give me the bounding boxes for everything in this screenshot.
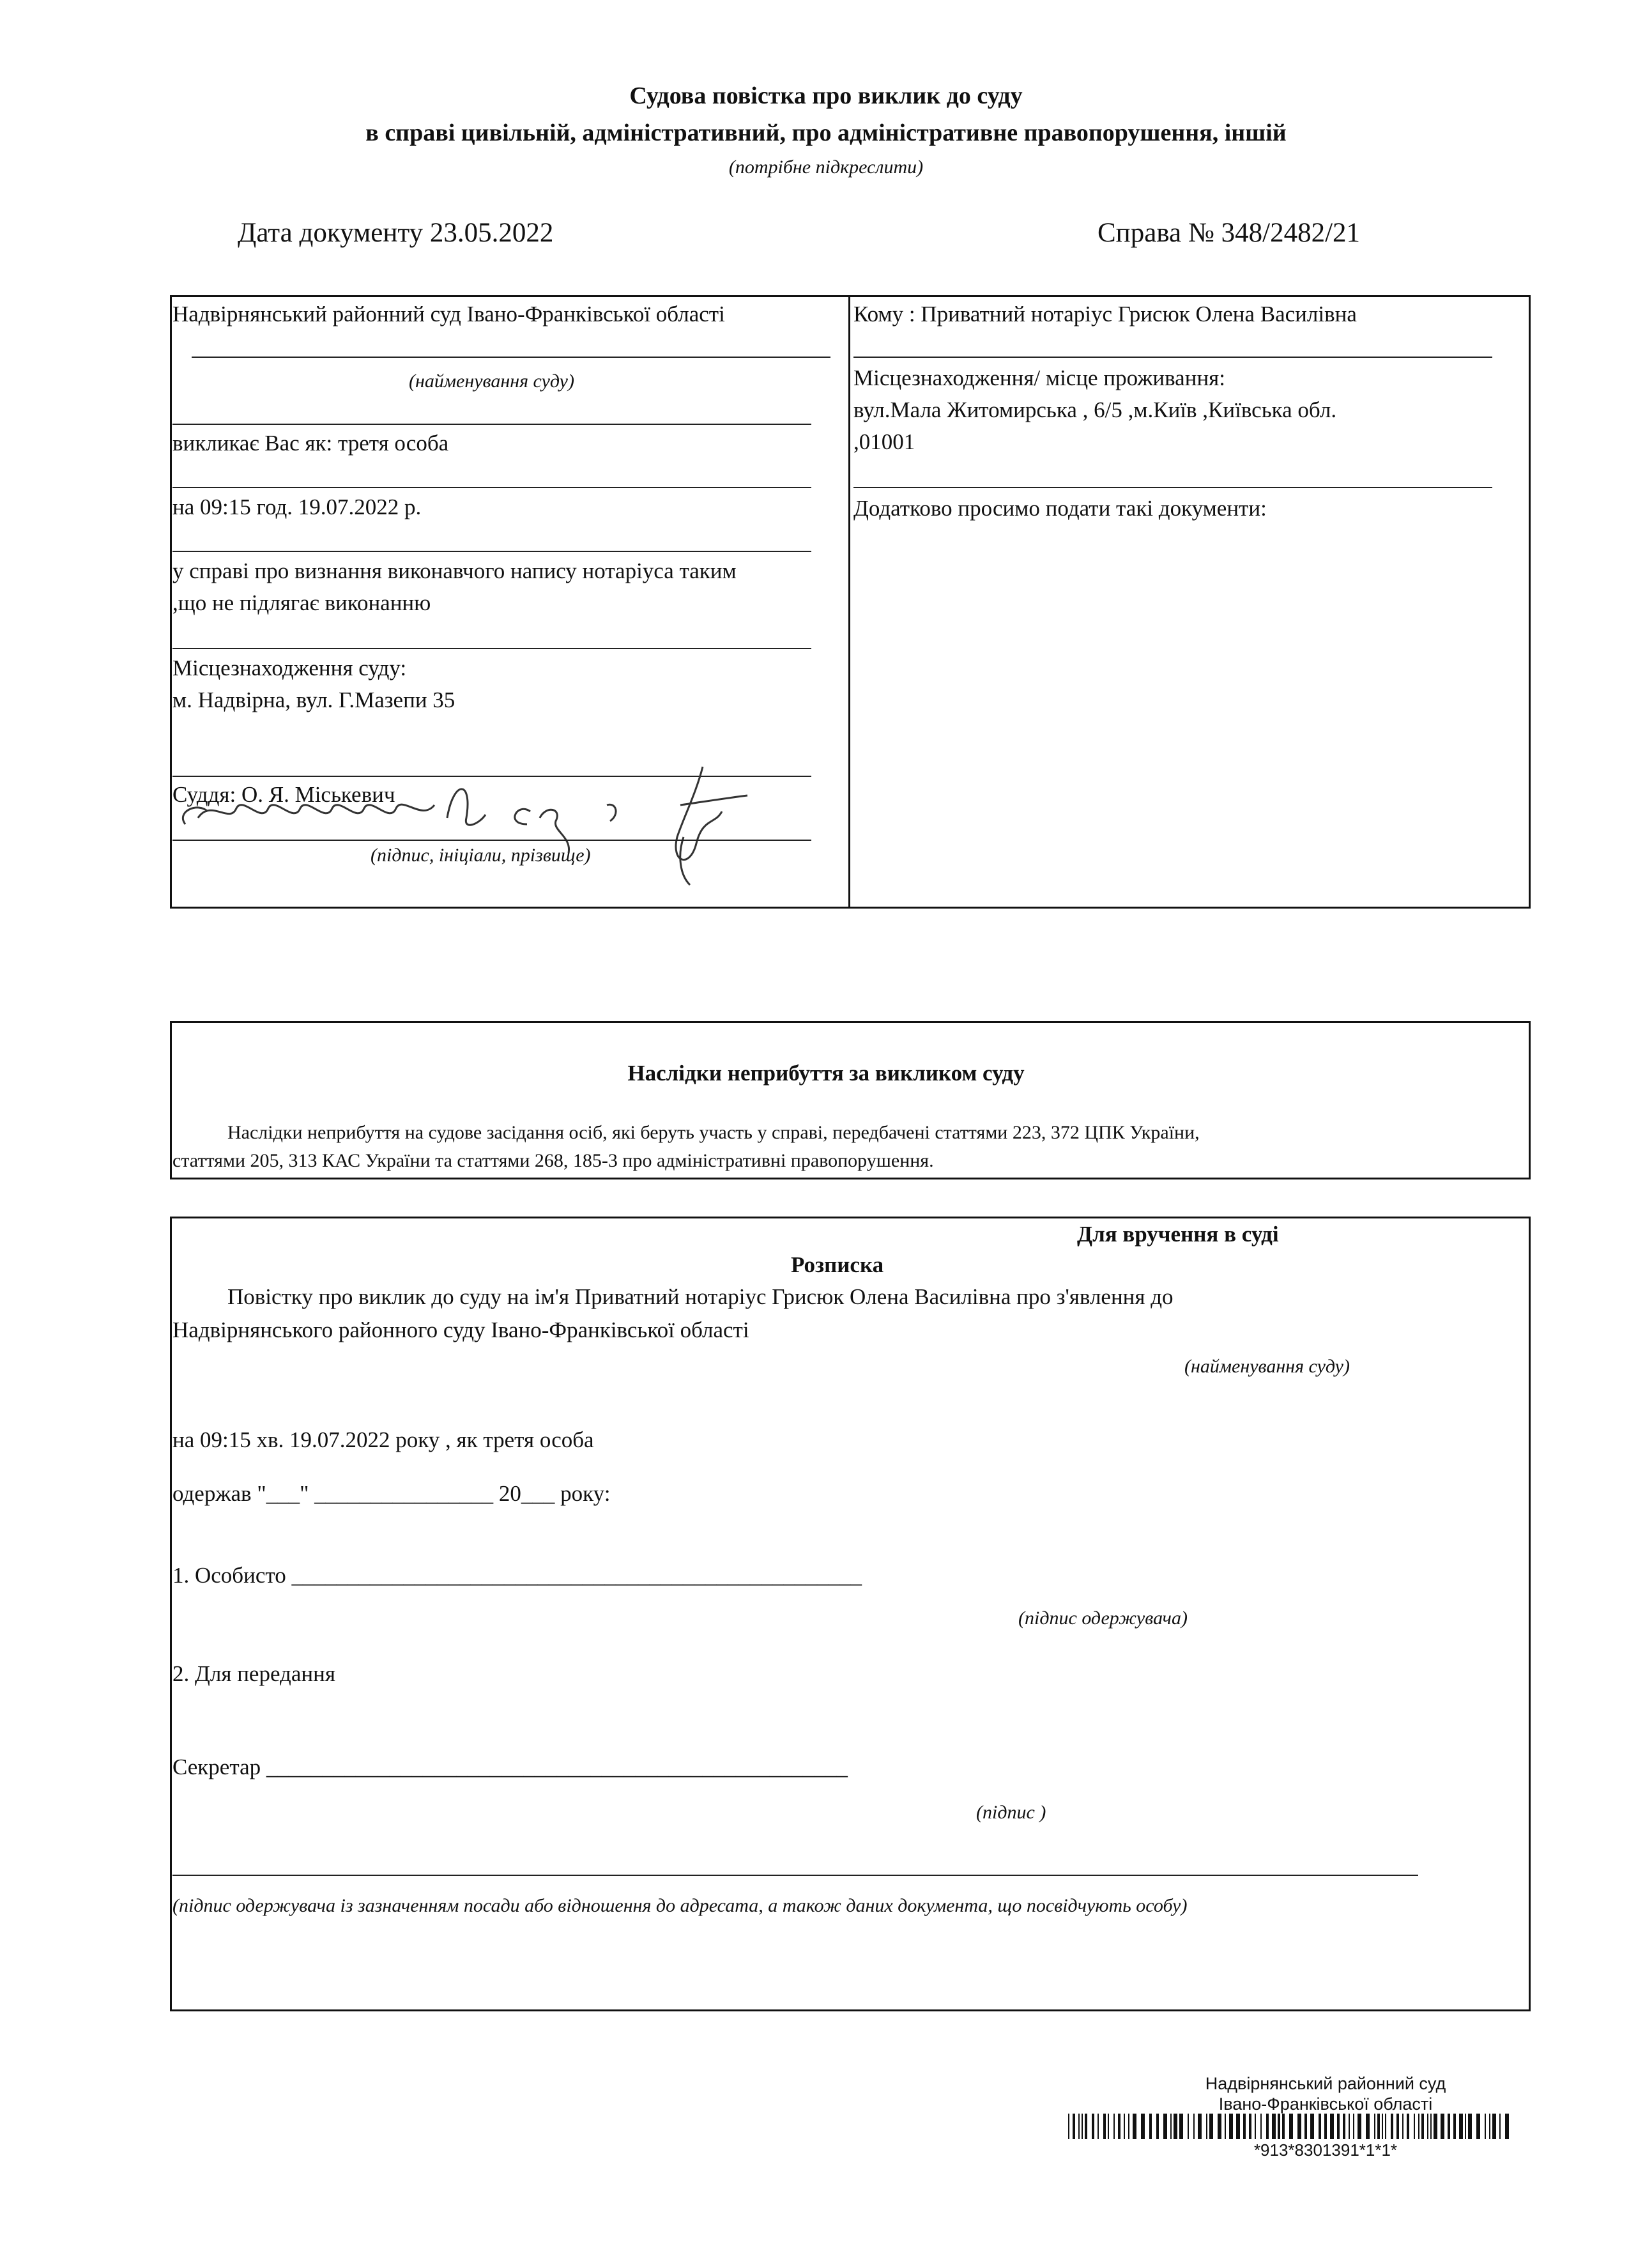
barcode-bar bbox=[1391, 2114, 1393, 2139]
for-court-delivery: Для вручення в суді bbox=[1077, 1222, 1279, 1247]
barcode-bar bbox=[1385, 2114, 1386, 2139]
barcode-bar bbox=[1402, 2114, 1403, 2139]
page-subtitle: в справі цивільній, адміністративний, про адміністративне правопорушення, іншій bbox=[365, 119, 1287, 146]
barcode-bar bbox=[1068, 2114, 1069, 2139]
barcode-bar bbox=[1377, 2114, 1380, 2139]
barcode-bar bbox=[1236, 2114, 1240, 2139]
court-location-label: Місцезнаходження суду: bbox=[172, 656, 407, 680]
judge-caption: (підпис, ініціали, прізвище) bbox=[371, 845, 591, 866]
barcode-bar bbox=[1272, 2114, 1276, 2139]
footer-court-line1: Надвірнянський районний суд bbox=[1205, 2074, 1446, 2093]
barcode-bar bbox=[1366, 2114, 1370, 2139]
signature-line bbox=[172, 840, 811, 841]
consequences-title: Наслідки неприбуття за викликом суду bbox=[627, 1061, 1025, 1086]
barcode-bar bbox=[1358, 2114, 1361, 2139]
barcode-bar bbox=[1229, 2114, 1233, 2139]
barcode-bar bbox=[1453, 2114, 1456, 2139]
case-subject-line1: у справі про визнання виконавчого напису нотаріуса таким bbox=[172, 558, 737, 583]
recipient-address-line1: вул.Мала Житомирська , 6/5 ,м.Київ ,Київська обл. bbox=[853, 397, 1337, 422]
barcode-bar bbox=[1319, 2114, 1321, 2139]
barcode-bar bbox=[1163, 2114, 1167, 2139]
barcode-bar bbox=[1198, 2114, 1202, 2139]
summons-divider bbox=[848, 295, 850, 909]
separator-line bbox=[172, 424, 811, 425]
barcode-bar bbox=[1118, 2114, 1120, 2139]
separator-line bbox=[172, 648, 811, 649]
document-date: Дата документу 23.05.2022 bbox=[238, 218, 554, 248]
barcode-bar bbox=[1418, 2114, 1419, 2139]
barcode-text: *913*8301391*1*1* bbox=[1253, 2140, 1398, 2160]
barcode-bar bbox=[1209, 2114, 1213, 2139]
barcode-bar bbox=[1278, 2114, 1280, 2139]
barcode-bar bbox=[1421, 2114, 1424, 2139]
judge-name: Суддя: О. Я. Міськевич bbox=[172, 782, 395, 807]
secretary: Секретар ____________________________________________________ bbox=[172, 1755, 848, 1779]
received-date: одержав "___" ________________ 20___ року: bbox=[172, 1481, 611, 1506]
barcode-bar bbox=[1430, 2114, 1432, 2139]
barcode-bar bbox=[1304, 2114, 1307, 2139]
barcode-bar bbox=[1225, 2114, 1226, 2139]
barcode-bar bbox=[1113, 2114, 1115, 2139]
barcode-bar bbox=[1396, 2114, 1399, 2139]
barcode-bar bbox=[1078, 2114, 1080, 2139]
barcode-bar bbox=[1174, 2114, 1177, 2139]
separator-line bbox=[853, 357, 1492, 358]
page-title: Судова повістка про виклик до суду bbox=[629, 82, 1023, 109]
barcode-bar bbox=[1193, 2114, 1195, 2139]
barcode-bar bbox=[1266, 2114, 1269, 2139]
barcode-bar bbox=[1414, 2114, 1415, 2139]
recipient-address-line2: ,01001 bbox=[853, 429, 915, 454]
court-name-line bbox=[192, 357, 830, 358]
court-name-caption: (найменування суду) bbox=[409, 371, 574, 392]
barcode-bar bbox=[1505, 2114, 1509, 2139]
barcode-bar bbox=[1427, 2114, 1428, 2139]
court-location-value: м. Надвірна, вул. Г.Мазепи 35 bbox=[172, 687, 455, 712]
barcode-bar bbox=[1103, 2114, 1106, 2139]
barcode-bar bbox=[1349, 2114, 1350, 2139]
barcode-bar bbox=[1343, 2114, 1345, 2139]
barcode-bar bbox=[1133, 2114, 1136, 2139]
separator-line bbox=[172, 487, 811, 488]
secretary-caption: (підпис ) bbox=[976, 1802, 1046, 1823]
barcode-bar bbox=[1448, 2114, 1450, 2139]
receipt-line1: Повістку про виклик до суду на ім'я Приватний нотаріус Грисюк Олена Василівна про з'явлення до bbox=[227, 1284, 1174, 1309]
recipient-signature-line bbox=[172, 1875, 1418, 1876]
barcode-bar bbox=[1249, 2114, 1251, 2139]
receipt-line2: Надвірнянського районного суду Івано-Франківської області bbox=[172, 1317, 749, 1342]
barcode-bar bbox=[1374, 2114, 1375, 2139]
separator-line bbox=[853, 487, 1492, 488]
barcode-bar bbox=[1489, 2114, 1490, 2139]
barcode-bar bbox=[1465, 2114, 1466, 2139]
case-number: Справа № 348/2482/21 bbox=[1098, 218, 1361, 248]
underline-note: (потрібне підкреслити) bbox=[728, 157, 924, 178]
barcode-bar bbox=[1337, 2114, 1340, 2139]
barcode-bar bbox=[1407, 2114, 1409, 2139]
barcode-bar bbox=[1260, 2114, 1262, 2139]
barcode-bar bbox=[1289, 2114, 1293, 2139]
barcode-bar bbox=[1297, 2114, 1301, 2139]
separator-line bbox=[172, 551, 811, 552]
transfer-delivery: 2. Для передання bbox=[172, 1661, 335, 1686]
barcode-bar bbox=[1468, 2114, 1472, 2139]
barcode-bar bbox=[1499, 2114, 1501, 2139]
barcode-bar bbox=[1073, 2114, 1075, 2139]
barcode-bar bbox=[1441, 2114, 1444, 2139]
barcode-bar bbox=[1206, 2114, 1207, 2139]
court-name: Надвірнянський районний суд Івано-Франківської області bbox=[172, 302, 725, 326]
recipient-to: Кому : Приватний нотаріус Грисюк Олена Василівна bbox=[853, 302, 1357, 326]
summons-as: викликає Вас як: третя особа bbox=[172, 431, 449, 456]
barcode-bar bbox=[1082, 2114, 1083, 2139]
barcode-bar bbox=[1128, 2114, 1129, 2139]
recipient-caption: (підпис одержувача із зазначенням посади або відношення до адресата, а також даних документа, що посвідчують особу) bbox=[172, 1895, 1188, 1916]
barcode-bar bbox=[1170, 2114, 1172, 2139]
personal-caption: (підпис одержувача) bbox=[1018, 1608, 1188, 1629]
barcode-bar bbox=[1085, 2114, 1087, 2139]
consequences-text-line1: Наслідки неприбуття на судове засідання осіб, які беруть участь у справі, передбачені статтями 223, 372 ЦПК України, bbox=[227, 1122, 1200, 1143]
barcode-bar bbox=[1188, 2114, 1189, 2139]
receipt-court-caption: (найменування суду) bbox=[1184, 1356, 1350, 1377]
barcode-bar bbox=[1330, 2114, 1334, 2139]
hearing-time: на 09:15 год. 19.07.2022 р. bbox=[172, 495, 422, 519]
recipient-address-label: Місцезнаходження/ місце проживання: bbox=[853, 365, 1225, 390]
barcode-bar bbox=[1149, 2114, 1152, 2139]
consequences-text-line2: статтями 205, 313 КАС України та статтями 268, 185-3 про адміністративні правопорушення. bbox=[172, 1150, 934, 1171]
barcode-bar bbox=[1485, 2114, 1486, 2139]
barcode-bar bbox=[1179, 2114, 1183, 2139]
barcode-bar bbox=[1141, 2114, 1145, 2139]
barcode-bar bbox=[1108, 2114, 1109, 2139]
barcode bbox=[1068, 2114, 1515, 2139]
case-subject-line2: ,що не підлягає виконанню bbox=[172, 590, 431, 615]
barcode-bar bbox=[1353, 2114, 1354, 2139]
barcode-bar bbox=[1124, 2114, 1125, 2139]
barcode-bar bbox=[1282, 2114, 1285, 2139]
additional-documents: Додатково просимо подати такі документи: bbox=[853, 496, 1267, 521]
barcode-bar bbox=[1459, 2114, 1463, 2139]
barcode-bar bbox=[1255, 2114, 1256, 2139]
barcode-bar bbox=[1156, 2114, 1159, 2139]
barcode-bar bbox=[1476, 2114, 1480, 2139]
barcode-bar bbox=[1324, 2114, 1327, 2139]
barcode-bar bbox=[1382, 2114, 1383, 2139]
barcode-bar bbox=[1092, 2114, 1094, 2139]
receipt-time: на 09:15 хв. 19.07.2022 року , як третя особа bbox=[172, 1427, 594, 1452]
barcode-bar bbox=[1243, 2114, 1246, 2139]
personal-delivery: 1. Особисто ___________________________________________________ bbox=[172, 1563, 862, 1588]
barcode-bar bbox=[1098, 2114, 1099, 2139]
barcode-bar bbox=[1434, 2114, 1437, 2139]
footer-court-line2: Івано-Франківської області bbox=[1218, 2094, 1433, 2114]
barcode-bar bbox=[1310, 2114, 1314, 2139]
handwritten-signature bbox=[172, 741, 773, 895]
barcode-bar bbox=[1218, 2114, 1221, 2139]
barcode-bar bbox=[1492, 2114, 1496, 2139]
receipt-title: Розписка bbox=[791, 1252, 884, 1277]
